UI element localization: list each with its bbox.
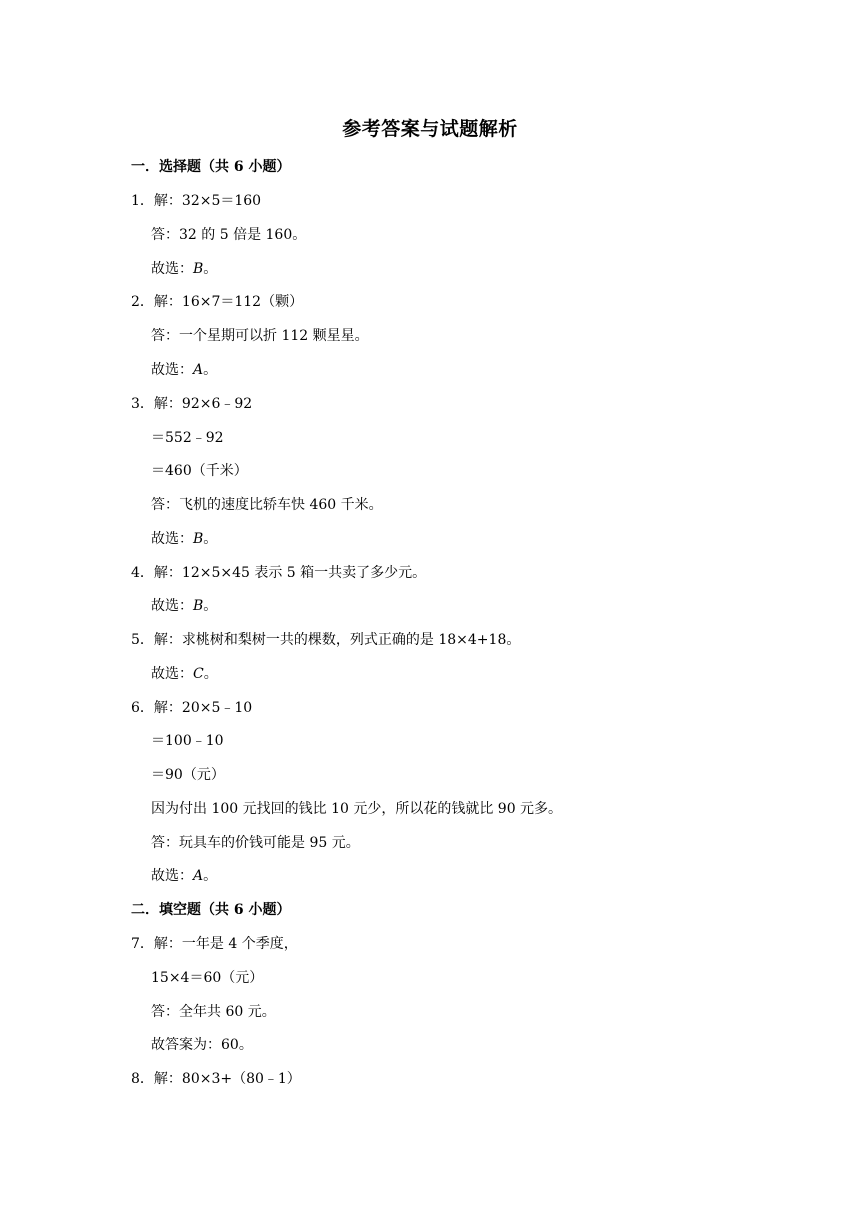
choice-label: 故选： bbox=[151, 261, 193, 277]
answer-line: 答：玩具车的价钱可能是 95 元。 bbox=[151, 835, 360, 851]
choice-suffix: 。 bbox=[203, 666, 218, 682]
choice-suffix: 。 bbox=[203, 362, 218, 378]
choice-line bbox=[151, 259, 217, 279]
answer-line: 15×4＝60（元） bbox=[151, 970, 264, 986]
answer-line: 8．解：80×3+（80﹣1） bbox=[131, 1071, 301, 1087]
answer-line: 答：32 的 5 倍是 160。 bbox=[151, 227, 307, 243]
answer-line: 4．解：12×5×45 表示 5 箱一共卖了多少元。 bbox=[131, 565, 427, 581]
page-title: 参考答案与试题解析 bbox=[342, 118, 518, 140]
answer-line: 因为付出 100 元找回的钱比 10 元少，所以花的钱就比 90 元多。 bbox=[151, 801, 563, 817]
choice-option: C bbox=[193, 666, 204, 682]
choice-label: 故选： bbox=[151, 598, 193, 614]
choice-label: 故选： bbox=[151, 666, 193, 682]
answer-line: ＝90（元） bbox=[151, 767, 225, 783]
answer-line: ＝552﹣92 bbox=[151, 430, 224, 446]
choice-suffix: 。 bbox=[203, 261, 218, 277]
choice-option: A bbox=[193, 362, 204, 378]
choice-line bbox=[151, 360, 217, 380]
answer-line: 6．解：20×5﹣10 bbox=[131, 700, 253, 716]
choice-label: 故选： bbox=[151, 362, 193, 378]
answer-line: 答：一个星期可以折 112 颗星星。 bbox=[151, 328, 369, 344]
answer-line: 1．解：32×5＝160 bbox=[131, 193, 262, 209]
choice-option: A bbox=[193, 868, 204, 884]
answer-line: ＝460（千米） bbox=[151, 463, 248, 479]
choice-label: 故选： bbox=[151, 868, 193, 884]
choice-line bbox=[151, 596, 217, 616]
answer-line: 3．解：92×6﹣92 bbox=[131, 396, 253, 412]
choice-suffix: 。 bbox=[203, 598, 218, 614]
answer-line: 故答案为：60。 bbox=[151, 1037, 253, 1053]
choice-line bbox=[151, 664, 218, 684]
section-heading-choice: 一．选择题（共 6 小题） bbox=[131, 159, 291, 175]
answer-line: ＝100﹣10 bbox=[151, 733, 224, 749]
choice-option: B bbox=[193, 531, 204, 547]
answer-line: 答：飞机的速度比轿车快 460 千米。 bbox=[151, 497, 383, 513]
answer-line: 7．解：一年是 4 个季度， bbox=[131, 936, 298, 952]
choice-label: 故选： bbox=[151, 531, 193, 547]
choice-suffix: 。 bbox=[203, 531, 218, 547]
answer-line: 2．解：16×7＝112（颗） bbox=[131, 294, 304, 310]
choice-line bbox=[151, 529, 217, 549]
choice-option: B bbox=[193, 598, 204, 614]
answer-line: 答：全年共 60 元。 bbox=[151, 1004, 276, 1020]
answer-line: 5．解：求桃树和梨树一共的棵数，列式正确的是 18×4+18。 bbox=[131, 632, 521, 648]
choice-line bbox=[151, 866, 217, 886]
choice-suffix: 。 bbox=[203, 868, 218, 884]
choice-option: B bbox=[193, 261, 204, 277]
section-heading-fill: 二．填空题（共 6 小题） bbox=[131, 902, 291, 918]
